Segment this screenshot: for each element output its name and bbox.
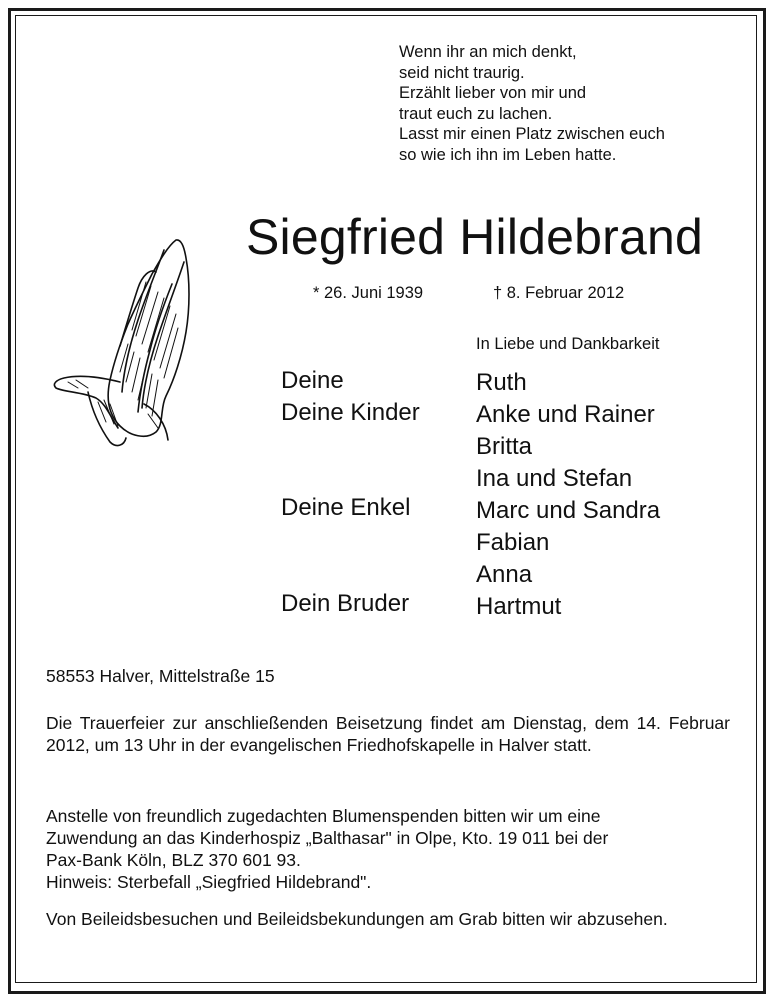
funeral-notice: Die Trauerfeier zur anschließenden Beisetzung findet am Dienstag, dem 14. Februar 2012, um 13 Uhr in der evangelischen Friedhofskapelle in Halver statt. — [46, 713, 730, 755]
donation-line: Pax-Bank Köln, BLZ 370 601 93. — [46, 850, 301, 870]
donation-notice — [46, 805, 730, 893]
mourner-name: Hartmut — [476, 593, 562, 620]
donation-line: Anstelle von freundlich zugedachten Blumenspenden bitten wir um eine — [46, 806, 601, 826]
poem-line: Lasst mir einen Platz zwischen euch — [399, 125, 665, 143]
donation-line: Zuwendung an das Kinderhospiz „Balthasar" in Olpe, Kto. 19 011 bei der — [46, 828, 609, 848]
poem — [399, 42, 665, 165]
poem-line: seid nicht traurig. — [399, 63, 525, 82]
birth-date: * 26. Juni 1939 — [313, 284, 424, 302]
poem-line: Erzählt lieber von mir und — [399, 84, 587, 102]
condolence-notice: Von Beileidsbesuchen und Beileidsbekundungen am Grab bitten wir abzusehen. — [46, 909, 668, 929]
relation-label: Deine Kinder — [281, 399, 420, 426]
address: 58553 Halver, Mittelstraße 15 — [46, 666, 275, 686]
death-date: † 8. Februar 2012 — [493, 284, 625, 302]
mourner-name: Anke und Rainer — [476, 401, 655, 428]
deceased-name: Siegfried Hildebrand — [246, 209, 704, 265]
mourner-name: Ruth — [476, 369, 527, 396]
mourner-name: Anna — [476, 561, 533, 588]
mourner-name: Ina und Stefan — [476, 465, 633, 492]
mourner-name: Fabian — [476, 529, 550, 556]
mourner-name: Marc und Sandra — [476, 497, 661, 524]
donation-line: Hinweis: Sterbefall „Siegfried Hildebrand". — [46, 872, 372, 892]
poem-line: traut euch zu lachen. — [399, 104, 553, 123]
praying-hands-icon — [48, 232, 198, 450]
relation-label: Dein Bruder — [281, 590, 410, 617]
poem-line: so wie ich ihn im Leben hatte. — [399, 145, 617, 164]
mourner-name: Britta — [476, 433, 533, 460]
relation-label: Deine Enkel — [281, 494, 411, 521]
poem-line: Wenn ihr an mich denkt, — [399, 43, 577, 61]
relation-label: Deine — [281, 367, 344, 394]
dedication: In Liebe und Dankbarkeit — [476, 335, 660, 353]
